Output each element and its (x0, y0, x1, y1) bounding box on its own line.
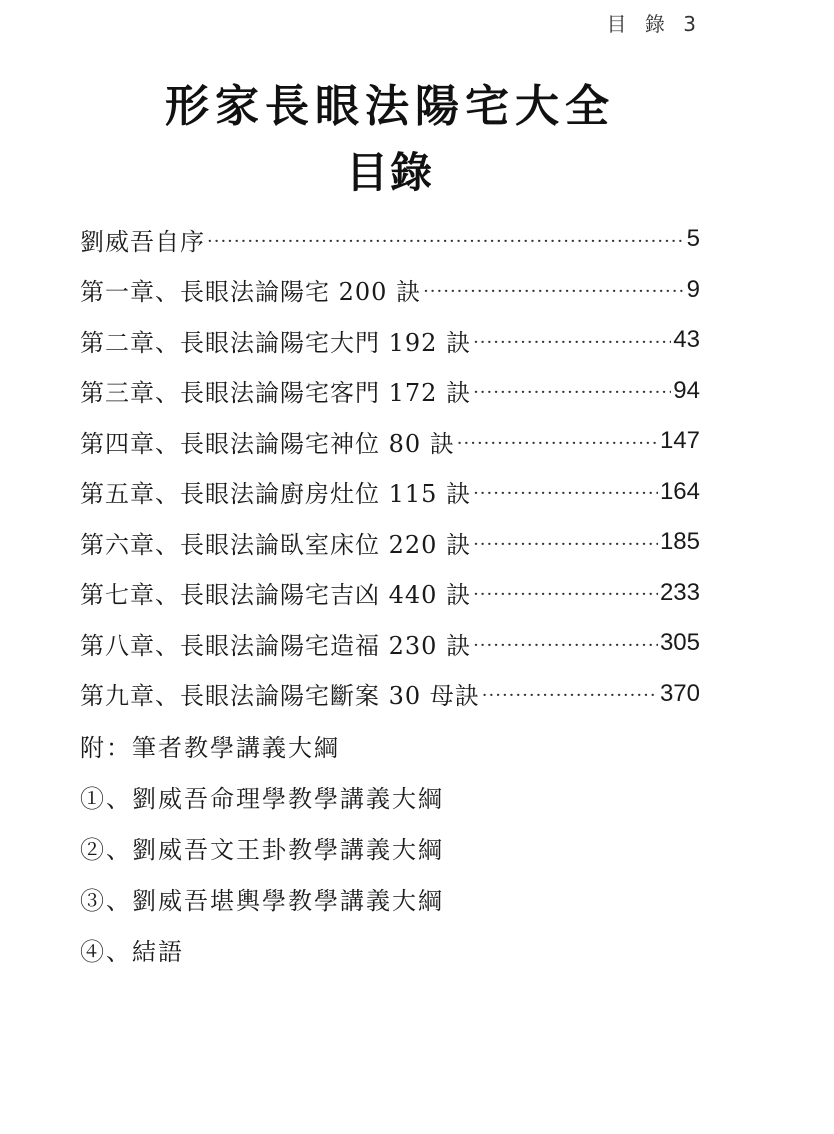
toc-entry-label: 第四章、長眼法論陽宅神位 80 訣 (80, 429, 455, 458)
toc-entry-chapter-4[interactable] (80, 416, 700, 467)
toc-entry-chapter-5[interactable] (80, 467, 700, 518)
dot-leader (473, 635, 658, 656)
dot-leader (423, 281, 685, 302)
dot-leader (473, 382, 671, 403)
toc-entry-page: 43 (673, 326, 700, 354)
toc-entry-page: 305 (659, 629, 700, 657)
toc-entry-label: 第八章、長眼法論陽宅造福 230 訣 (80, 631, 472, 660)
appendix-item-numerology[interactable]: ①、劉威吾命理學教學講義大綱 (80, 785, 444, 813)
dot-leader (457, 433, 658, 454)
toc-entry-label: 第九章、長眼法論陽宅斷案 30 母訣 (80, 682, 480, 711)
toc-entry-label: 第六章、長眼法論臥室床位 220 訣 (80, 530, 472, 559)
dot-leader (482, 685, 658, 706)
book-title: 形家長眼法陽宅大全 (165, 81, 615, 132)
toc-entry-label: 第五章、長眼法論廚房灶位 115 訣 (80, 480, 472, 509)
toc-entry-page: 164 (659, 477, 700, 505)
dot-leader (207, 231, 685, 252)
toc-entry-preface[interactable] (80, 214, 700, 265)
toc-entry-chapter-3[interactable] (80, 366, 700, 417)
dot-leader (473, 332, 671, 353)
toc-heading: 目錄 (345, 148, 434, 197)
toc-entry-label: 第二章、長眼法論陽宅大門 192 訣 (80, 328, 472, 357)
toc-entry-page: 94 (673, 376, 700, 404)
toc-entry-page: 370 (659, 679, 700, 707)
table-of-contents (80, 214, 700, 719)
appendix-item-conclusion[interactable]: ④、結語 (80, 938, 184, 966)
toc-entry-page: 9 (686, 275, 700, 303)
dot-leader (473, 584, 658, 605)
toc-entry-label: 第三章、長眼法論陽宅客門 172 訣 (80, 379, 472, 408)
toc-entry-label: 第七章、長眼法論陽宅吉凶 440 訣 (80, 581, 472, 610)
toc-entry-chapter-2[interactable] (80, 315, 700, 366)
toc-entry-page: 233 (659, 578, 700, 606)
appendix-heading: 附：筆者教學講義大綱 (80, 734, 340, 762)
toc-entry-page: 5 (686, 225, 700, 253)
toc-entry-label: 第一章、長眼法論陽宅 200 訣 (80, 278, 422, 307)
toc-entry-chapter-7[interactable] (80, 568, 700, 619)
running-header: 目 錄 3 (606, 12, 702, 36)
toc-entry-chapter-6[interactable] (80, 517, 700, 568)
toc-entry-page: 185 (659, 528, 700, 556)
toc-entry-chapter-9[interactable] (80, 669, 700, 720)
toc-entry-page: 147 (659, 427, 700, 455)
dot-leader (473, 483, 658, 504)
appendix-item-geomancy[interactable]: ③、劉威吾堪輿學教學講義大綱 (80, 887, 444, 915)
toc-entry-chapter-1[interactable] (80, 265, 700, 316)
appendix-list (80, 720, 444, 975)
toc-entry-chapter-8[interactable] (80, 618, 700, 669)
appendix-item-wenwang-divination[interactable]: ②、劉威吾文王卦教學講義大綱 (80, 836, 444, 864)
toc-entry-label: 劉威吾自序 (80, 227, 205, 256)
dot-leader (473, 534, 658, 555)
